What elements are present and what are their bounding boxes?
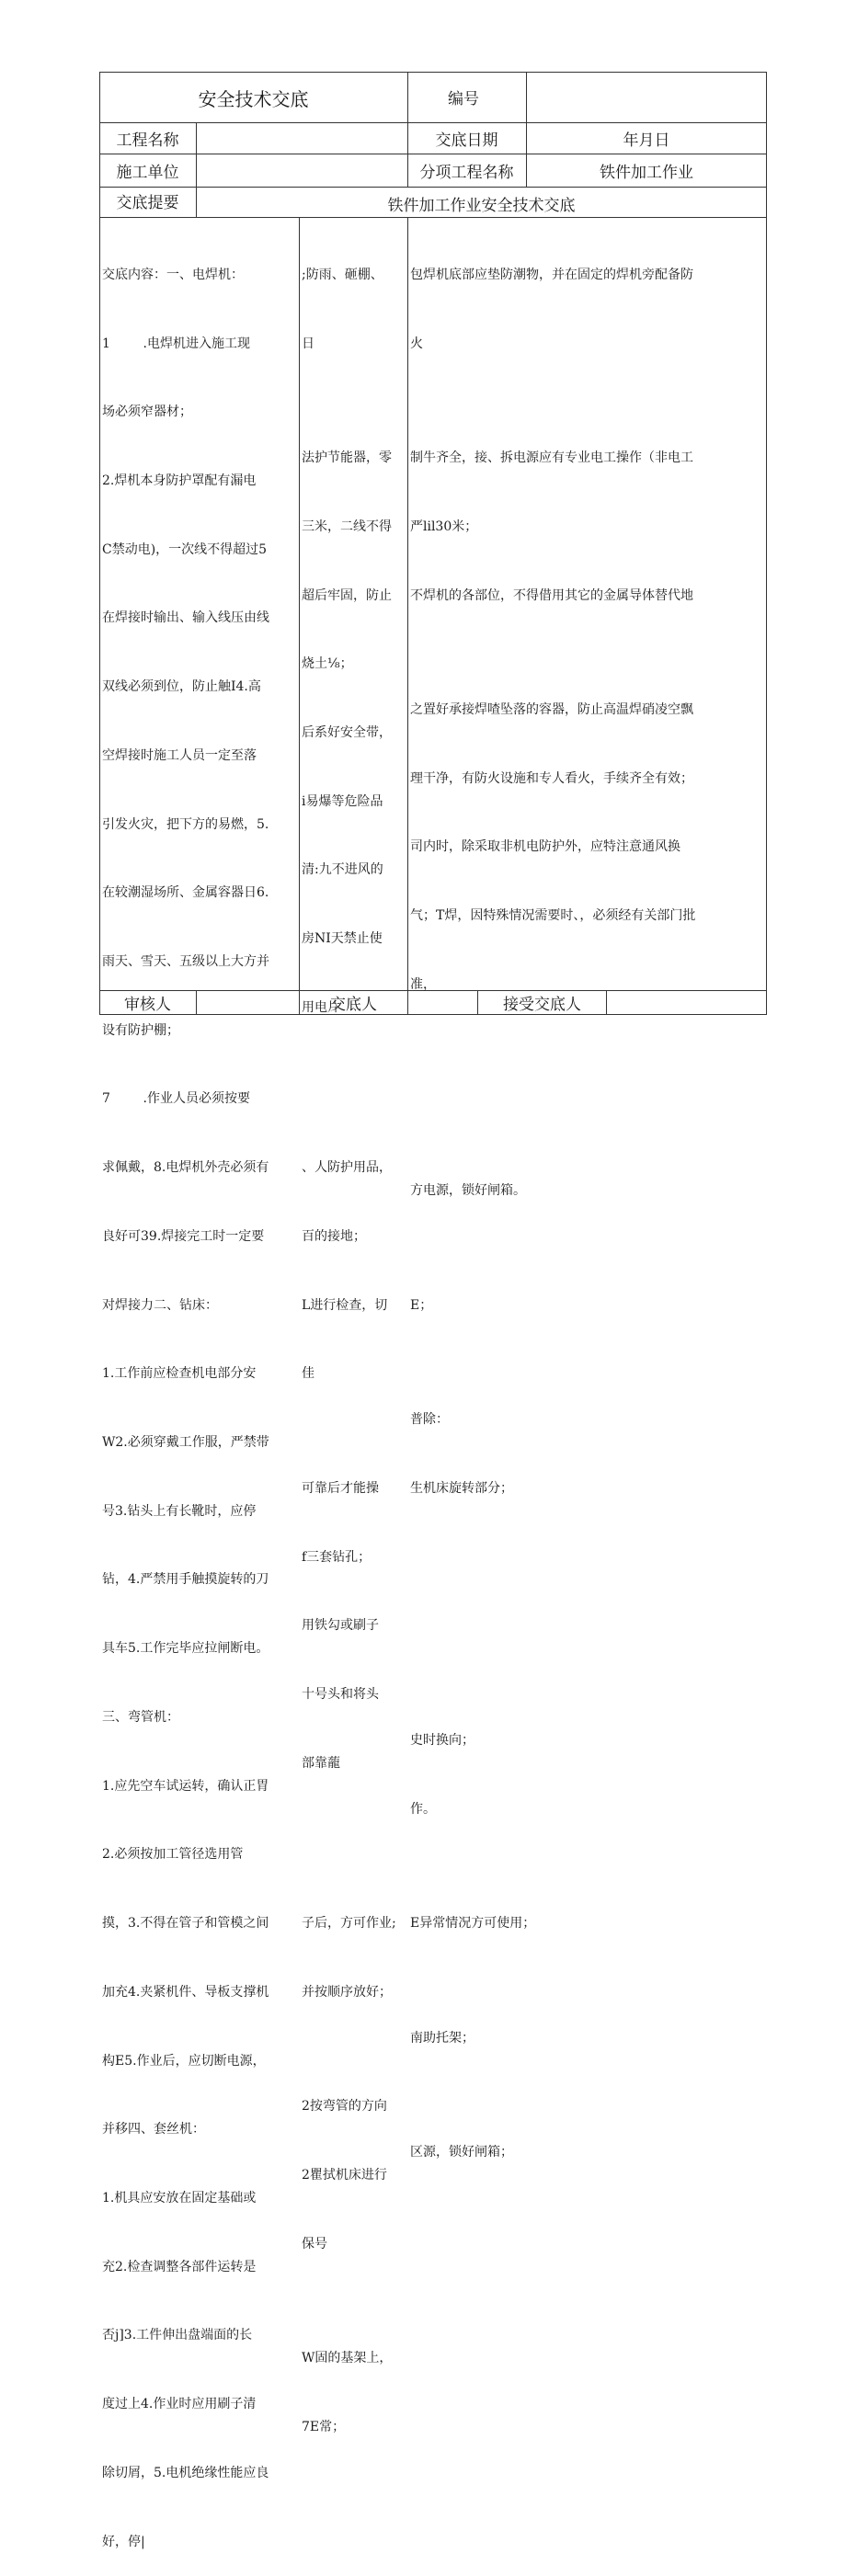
content-line: C禁动电)，一次线不得超过5 [102, 541, 268, 557]
content-line: 构E5.作业后，应切断电源， [102, 2053, 266, 2069]
content-line: 佳 [302, 1366, 314, 1382]
content-line: 保号 [302, 2236, 327, 2251]
content-line: 除切屑，5.电机绝缘性能应良 [102, 2465, 269, 2480]
content-line: 度过上4.作业时应用刷子清 [102, 2397, 257, 2412]
content-line: 并按顺序放好； [302, 1984, 392, 2000]
content-line: 火 [410, 336, 423, 351]
content-line: E异常情况方可使用； [410, 1916, 536, 1932]
content-line: 包焊机底部应垫防潮物，并在固定的焊机旁配备防 [410, 267, 693, 282]
content-line: 司内时，除采取非机电防护外，应特注意通风换 [410, 839, 680, 855]
summary-value[interactable]: 铁件加工作业安全技术交底 [387, 197, 576, 215]
content-line: 用电片 [302, 999, 340, 1015]
content-line: 后系好安全带， [302, 724, 392, 740]
content-line: f三套钻孔； [302, 1549, 372, 1565]
content-line: 百的接地； [302, 1228, 366, 1244]
content-line: 在较潮湿场所、金属容器日6. [102, 885, 269, 901]
content-line: 摸，3.不得在管子和管模之间 [102, 1916, 269, 1932]
content-line: 之置好承接焊喳坠落的容器，防止高温焊硝凌空飘 [410, 702, 693, 718]
date-value[interactable]: 年月日 [623, 131, 670, 150]
content-line: 房NI天禁止使 [302, 931, 383, 947]
content-line: 十号头和将头 [302, 1687, 379, 1702]
content-line: 好，停| [102, 2534, 145, 2549]
content-line: 号3.钻头上有长靴时，应停 [102, 1503, 257, 1519]
content-line: 、人防护用品， [302, 1160, 392, 1176]
content-line: 烧土⅛； [302, 656, 353, 672]
content-line: 超后牢固，防止 [302, 587, 392, 603]
content-line: 严lil30米； [410, 519, 478, 534]
project-name-label: 工程名称 [116, 131, 179, 150]
sub-project-value[interactable]: 铁件加工作业 [600, 164, 693, 182]
content-line: 求佩戴，8.电焊机外壳必须有 [102, 1160, 269, 1176]
content-line: 7E常； [302, 2420, 346, 2434]
content-line: 2瞿拭机床进行 [302, 2168, 387, 2183]
content-line: 2按弯管的方向 [302, 2099, 387, 2114]
content-column-1 [102, 218, 297, 2576]
content-line: 场必须窄器材； [102, 405, 192, 420]
sub-project-label: 分项工程名称 [419, 164, 514, 182]
content-line: 子后，方可作业; [302, 1916, 396, 1932]
content-line: 1.工作前应检查机电部分安 [102, 1366, 257, 1382]
content-line: 引发火灾，把下方的易燃，5. [102, 816, 269, 832]
content-line: 双线必须到位，防止触I4.高 [102, 679, 261, 695]
content-line: 区源，锁好闸箱； [410, 2145, 513, 2160]
content-line: 作。 [410, 1801, 436, 1817]
reviewer-label: 审核人 [124, 996, 171, 1014]
content-line: 1.应先空车试运转，确认正胃 [102, 1778, 269, 1794]
content-line: 部靠蘢 [302, 1755, 340, 1771]
receiver-label: 接受交底人 [503, 996, 581, 1014]
content-line: ;防雨、砸棚、 [302, 267, 383, 282]
content-line: 日 [302, 336, 314, 351]
discloser-label: 交底人 [330, 996, 377, 1014]
content-line: 钻，4.严禁用手触摸旋转的刀 [102, 1572, 269, 1588]
content-line: 气；T焊，因特殊情况需要时、，必须经有关部门批 [410, 908, 696, 924]
content-line: 1 .电焊机进入施工现 [102, 336, 250, 351]
content-line: 方电源，锁好闸箱。 [410, 1183, 526, 1199]
content-line: 清:九不进风的 [302, 862, 383, 878]
content-line: W固的基架上， [302, 2351, 393, 2366]
project-name-value[interactable] [197, 123, 407, 154]
content-line: E； [410, 1297, 433, 1313]
summary-label: 交底提要 [116, 194, 179, 212]
content-line: 1.机具应安放在固定基础或 [102, 2190, 257, 2206]
content-line: 可靠后才能操 [302, 1480, 379, 1496]
document-title: 安全技术交底 [198, 87, 309, 110]
content-line: 普除： [410, 1412, 449, 1428]
content-line: 空焊接时施工人员一定至落 [102, 747, 257, 763]
content-line: 设有防护棚； [102, 1022, 179, 1038]
content-line: W2.必须穿戴工作服，严禁带 [102, 1435, 269, 1451]
receiver-value[interactable] [607, 991, 766, 1014]
unit-label: 施工单位 [116, 164, 179, 182]
content-line: 并移四、套丝机： [102, 2122, 205, 2137]
reviewer-value[interactable] [197, 991, 299, 1014]
content-column-3 [410, 218, 764, 2187]
col-line-content-a [299, 217, 300, 1014]
content-line: 充2.检查调整各部件运转是 [102, 2259, 257, 2274]
content-line: L进行检查，切 [302, 1297, 388, 1313]
content-line: 准， [410, 976, 436, 992]
date-label: 交底日期 [435, 131, 498, 150]
number-value[interactable] [527, 73, 766, 122]
content-line: 否j]3.工件伸出盘端面的长 [102, 2328, 253, 2343]
content-line: 雨天、雪天、五级以上大方并 [102, 954, 269, 969]
content-line: 三、弯管机： [102, 1709, 179, 1725]
content-line: 南助托架； [410, 2030, 474, 2046]
content-line: 法护节能器，零 [302, 450, 392, 466]
content-line: 加充4.夹紧机件、导板支撑机 [102, 1984, 269, 2000]
content-line: 理干净，有防火设施和专人看火，手续齐全有效； [410, 770, 693, 786]
discloser-value[interactable] [408, 991, 477, 1014]
content-line: 对焊接力二、钻床： [102, 1297, 218, 1313]
number-label: 编号 [448, 90, 479, 108]
content-line: 2.必须按加工管径选用管 [102, 1847, 244, 1863]
content-line: 制牛齐全，接、拆电源应有专业电工操作（非电工 [410, 450, 693, 466]
content-line: 用铁勾或刷子 [302, 1618, 379, 1634]
content-column-2 [302, 218, 406, 2462]
content-line: 在焊接时输出、输入线压由线 [102, 610, 269, 626]
content-line: 不焊机的各部位，不得借用其它的金属导体替代地 [410, 587, 693, 603]
content-line: i易爆等危险品 [302, 793, 383, 809]
content-line: 2.焊机本身防护罩配有漏电 [102, 473, 257, 488]
content-line: 7 .作业人员必须按要 [102, 1091, 250, 1107]
table-border-right [766, 72, 767, 1014]
content-line: 生机床旋转部分； [410, 1480, 513, 1496]
content-line: 具车5.工作完毕应拉闸断电。 [102, 1641, 269, 1657]
content-line: 良好可39.焊接完工时一定要 [102, 1228, 265, 1244]
content-line: 三米，二线不得 [302, 519, 392, 534]
content-line: 交底内容：一、电焊机： [102, 267, 244, 282]
col-line-content-b [407, 217, 408, 1014]
content-line: 史时换向； [410, 1732, 474, 1748]
unit-value[interactable] [197, 154, 407, 187]
